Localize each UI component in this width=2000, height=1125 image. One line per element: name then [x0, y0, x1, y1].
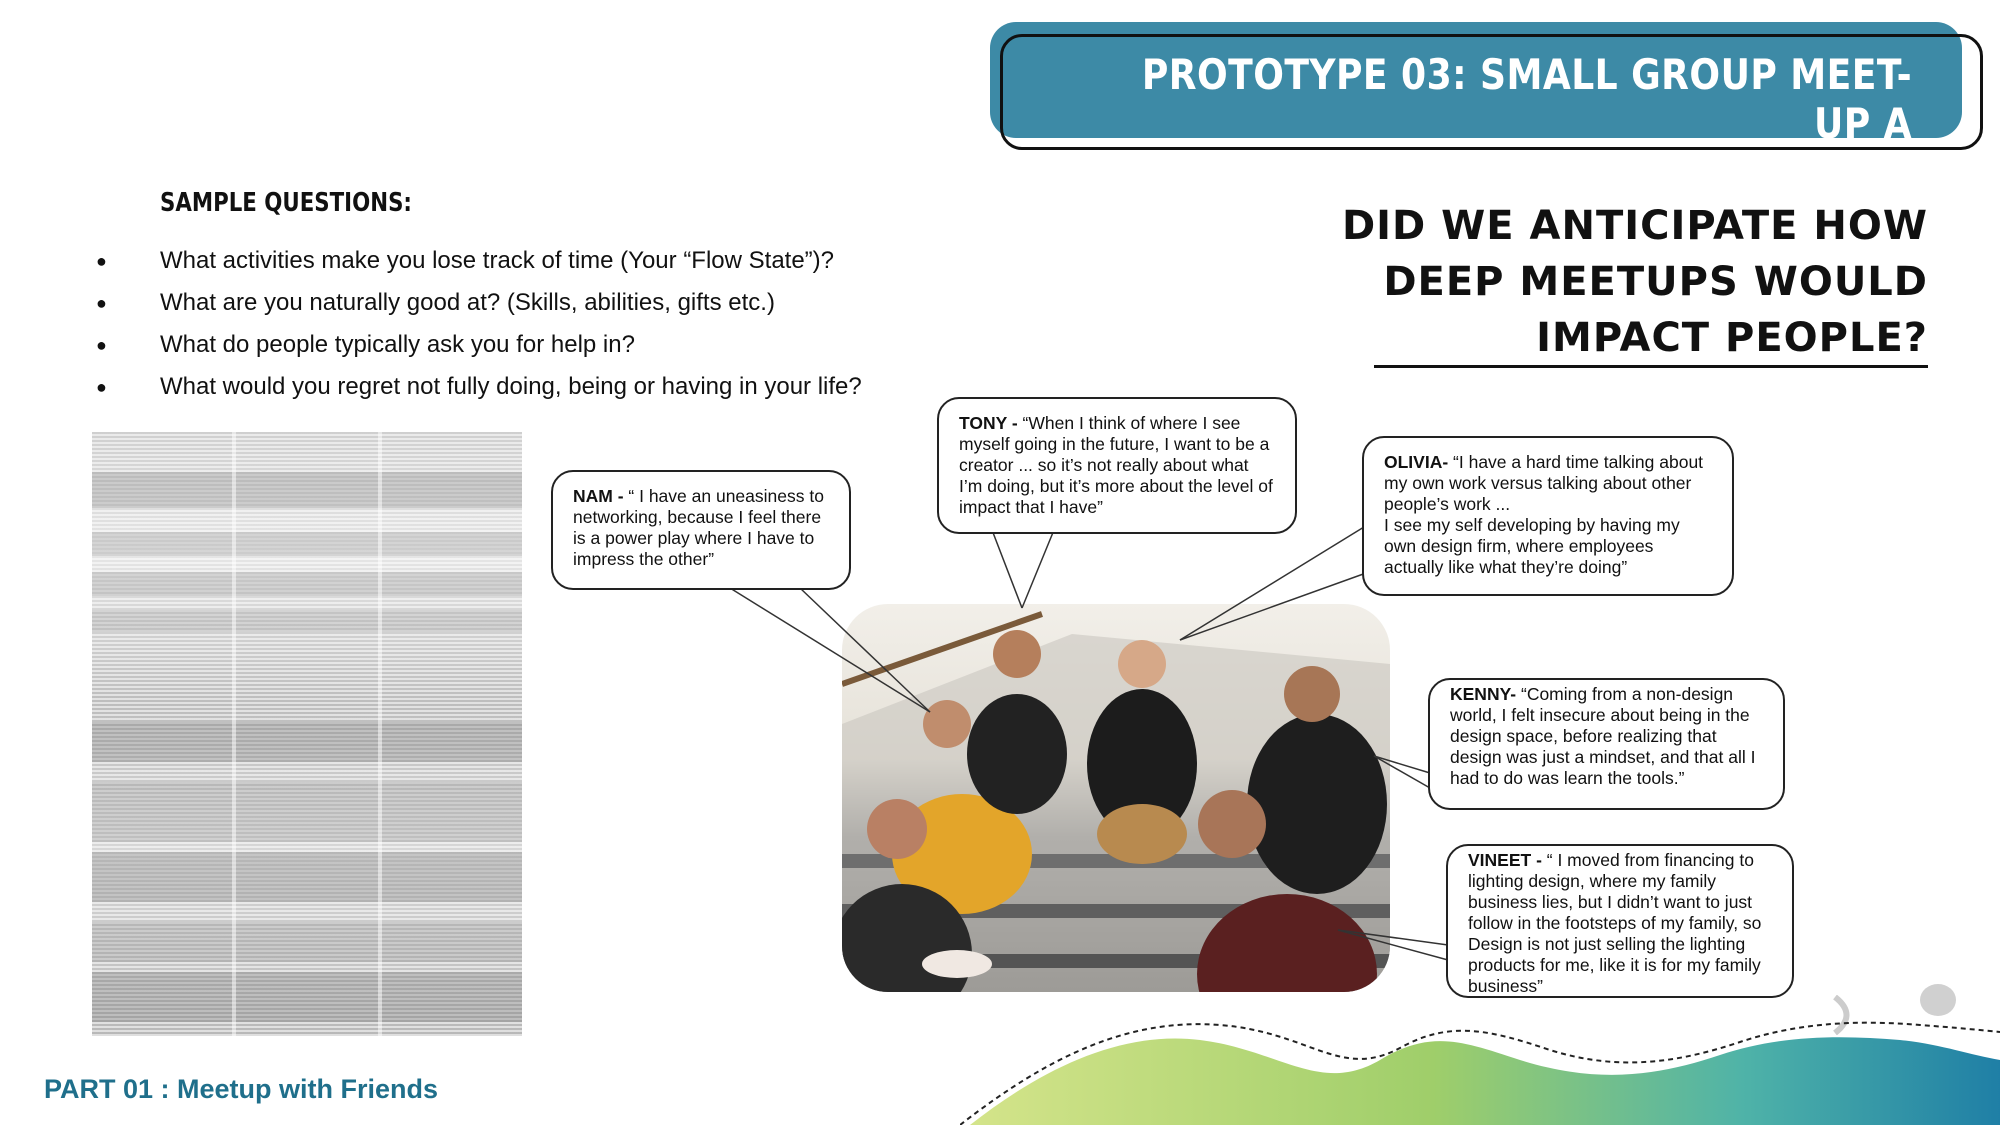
question-text: What activities make you lose track of time (Your “Flow State”)? [160, 247, 835, 274]
decorative-wave [960, 1000, 2000, 1125]
quote-text: “I have a hard time talking about my own work versus talking about other people’s work ... [1384, 452, 1704, 514]
quote-speaker: NAM - [573, 486, 624, 506]
quote-text: “When I think of where I see myself going in the future, I want to be a creator ... so it’s not really about what I’m doing, but it’s more about the level of impact that I have” [959, 413, 1273, 517]
quote-bubble-olivia [1362, 436, 1734, 596]
quote-speaker: TONY - [959, 413, 1018, 433]
quote-speaker: OLIVIA- [1384, 452, 1449, 472]
heading-line: DID WE ANTICIPATE HOW [1341, 203, 1928, 249]
quote-text: “ I have an uneasiness to networking, because I feel there is a power play where I have to impress the other” [573, 486, 824, 569]
bullet-icon: ● [96, 251, 107, 271]
quote-bubble-tony [937, 397, 1297, 534]
section-label: PART 01 : Meetup with Friends [44, 1074, 439, 1104]
quote-speaker: KENNY- [1450, 684, 1517, 704]
quote-text: “Coming from a non-design world, I felt insecure about being in the design space, before realizing that design was just a mindset, and that all I had to do was learn the tools.” [1450, 684, 1756, 788]
question-text: What do people typically ask you for help in? [160, 331, 635, 358]
bullet-icon: ● [96, 335, 107, 355]
sample-questions-heading: SAMPLE QUESTIONS: [160, 188, 412, 218]
quote-speaker: VINEET - [1468, 850, 1542, 870]
quote-bubble-nam [551, 470, 851, 590]
quote-text-continued: I see my self developing by having my own design firm, where employees actually like what they’re doing” [1384, 515, 1680, 577]
heading-line: DEEP MEETUPS WOULD [1383, 259, 1928, 305]
heading-line: IMPACT PEOPLE? [1536, 315, 1928, 361]
quote-bubble-vineet [1446, 844, 1794, 998]
question-text: What are you naturally good at? (Skills, abilities, gifts etc.) [160, 289, 775, 316]
quote-text: “ I moved from financing to lighting design, where my family business lies, but I didn’t want to just follow in the footsteps of my family, so Design is not just selling the lighting products for me, like it is for my family business” [1468, 850, 1762, 996]
page-title: PROTOTYPE 03: SMALL GROUP MEET-UP A [1141, 50, 1912, 148]
bullet-icon: ● [96, 377, 107, 397]
quote-bubble-kenny [1428, 678, 1785, 810]
bullet-icon: ● [96, 293, 107, 313]
question-text: What would you regret not fully doing, being or having in your life? [160, 373, 862, 400]
